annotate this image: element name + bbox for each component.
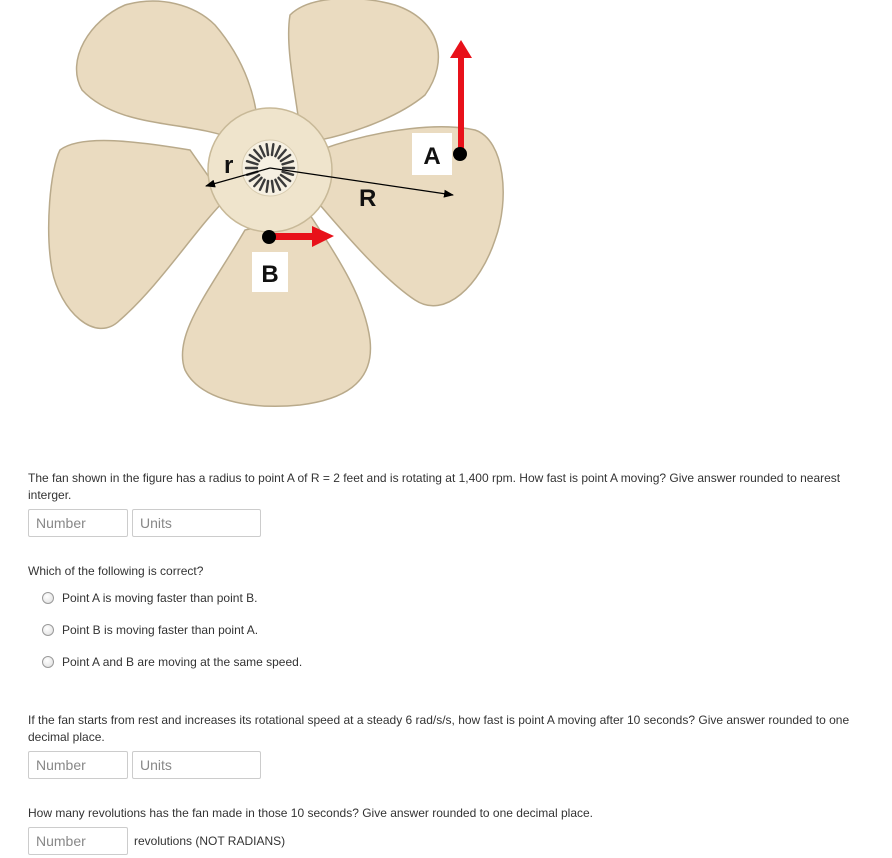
label-b: B — [261, 261, 279, 288]
question-1-text: The fan shown in the figure has a radius to point A of R = 2 feet and is rotating at 1,400 rpm. How fast is point A moving? Give answer rounded to nearest interger. — [28, 471, 841, 502]
q2-option-1[interactable] — [42, 590, 257, 606]
q2-option-2-label[interactable]: Point B is moving faster than point A. — [62, 623, 259, 637]
point-b — [262, 230, 276, 244]
q3-units-input[interactable] — [132, 751, 261, 779]
point-a — [453, 147, 467, 161]
q2-option-3-radio[interactable] — [42, 656, 54, 668]
q2-option-1-label[interactable]: Point A is moving faster than point B. — [62, 591, 258, 605]
fan-figure — [40, 0, 520, 440]
hub-vent-slot — [272, 181, 274, 192]
point-b-velocity-arrow-shaft — [270, 233, 314, 240]
q3-number-input[interactable] — [28, 751, 128, 779]
fan-blade-top-right — [289, 0, 439, 140]
label-r: r — [224, 152, 234, 179]
q2-option-2[interactable] — [42, 622, 258, 638]
point-a-velocity-arrow-head — [450, 40, 472, 58]
fan-blade-left — [49, 141, 225, 329]
question-2-text: Which of the following is correct? — [28, 564, 204, 578]
q2-option-1-radio[interactable] — [42, 592, 54, 604]
q4-units-suffix: revolutions (NOT RADIANS) — [134, 834, 286, 848]
q2-option-3-label[interactable]: Point A and B are moving at the same speed. — [62, 655, 303, 669]
fan-blade-top-left — [77, 1, 258, 140]
q4-number-input[interactable] — [28, 827, 128, 855]
label-R: R — [359, 185, 377, 212]
label-a: A — [423, 143, 441, 170]
q2-option-2-radio[interactable] — [42, 624, 54, 636]
fan-blade-bottom — [182, 215, 370, 406]
q2-option-3[interactable] — [42, 654, 302, 670]
question-3-text: If the fan starts from rest and increases its rotational speed at a steady 6 rad/s/s, how fast is point A moving after 10 seconds? Give answer rounded to one decimal place. — [28, 713, 850, 744]
point-a-velocity-arrow-shaft — [458, 56, 464, 154]
hub-vent-slot — [272, 144, 274, 155]
question-4-text: How many revolutions has the fan made in those 10 seconds? Give answer rounded to one decimal place. — [28, 806, 593, 820]
q1-number-input[interactable] — [28, 509, 128, 537]
hub-vent-slot — [267, 181, 269, 192]
q1-units-input[interactable] — [132, 509, 261, 537]
hub-vent-slot — [267, 144, 269, 155]
